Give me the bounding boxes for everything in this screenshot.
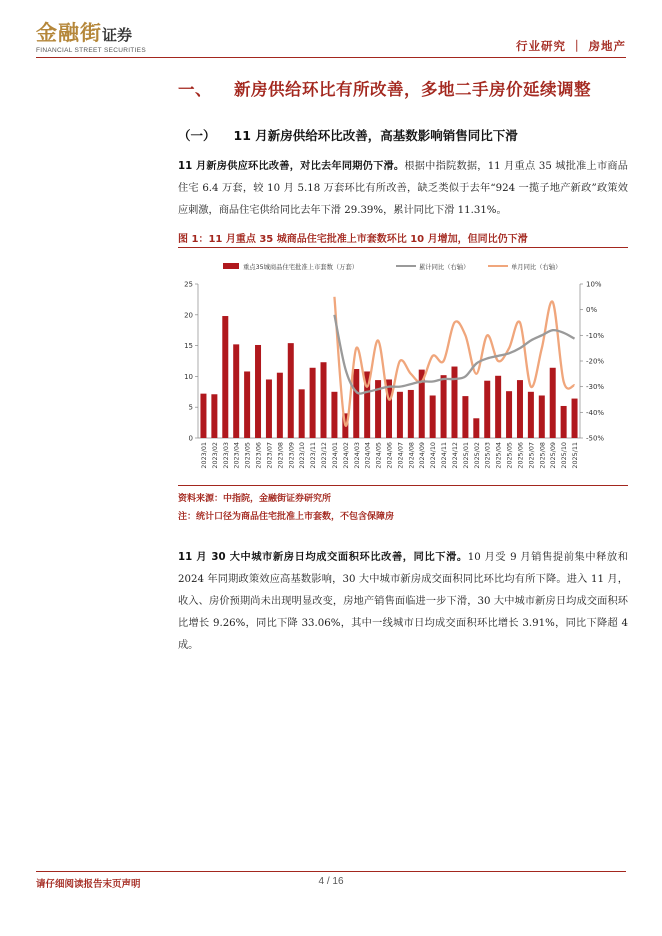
x-tick-label: 2025/05	[505, 442, 514, 469]
bar-supply-units	[462, 396, 468, 438]
x-tick-label: 2024/08	[407, 442, 416, 469]
x-tick-label: 2023/11	[309, 442, 318, 469]
bar-supply-units	[321, 362, 327, 438]
left-tick-label: 25	[184, 280, 193, 289]
figure-top-rule	[178, 247, 628, 248]
right-tick-label: -20%	[586, 357, 605, 366]
x-tick-label: 2025/07	[527, 442, 536, 469]
x-tick-label: 2025/02	[472, 442, 481, 469]
x-tick-label: 2023/09	[287, 442, 296, 469]
bar-supply-units	[397, 392, 403, 438]
bar-supply-units	[288, 343, 294, 438]
x-tick-label: 2025/08	[538, 442, 547, 469]
x-tick-label: 2025/01	[461, 442, 470, 469]
x-tick-label: 2024/06	[385, 442, 394, 469]
section-title: 新房供给环比有所改善，多地二手房价延续调整	[234, 80, 591, 99]
paragraph-supply	[178, 156, 628, 222]
paragraph-supply-lead: 11 月新房供应环比改善，对比去年同期仍下滑。	[178, 161, 405, 172]
subsection-title: 11 月新房供给环比改善，高基数影响销售同比下滑	[233, 128, 518, 143]
x-tick-label: 2024/09	[418, 442, 427, 469]
bar-supply-units	[539, 395, 545, 438]
bar-supply-units	[233, 344, 239, 438]
bar-supply-units	[441, 375, 447, 438]
bar-supply-units	[495, 376, 501, 438]
logo-cn: 金融街	[36, 20, 102, 45]
left-tick-label: 20	[184, 311, 193, 320]
x-tick-label: 2023/02	[210, 442, 219, 469]
company-logo	[36, 22, 146, 54]
left-tick-label: 5	[188, 403, 193, 412]
legend-label-cumulative: 累计同比（右轴）	[419, 264, 470, 271]
x-tick-label: 2024/07	[396, 442, 405, 469]
x-tick-label: 2023/10	[298, 442, 307, 469]
bar-supply-units	[484, 381, 490, 438]
x-tick-label: 2025/11	[571, 442, 580, 469]
logo-en: FINANCIAL STREET SECURITIES	[36, 47, 146, 54]
bar-supply-units	[550, 368, 556, 438]
x-tick-label: 2024/10	[429, 442, 438, 469]
bar-supply-units	[473, 418, 479, 438]
subsection-number: （一）	[178, 128, 216, 143]
right-tick-label: -40%	[586, 408, 605, 417]
logo-cn-sub: 证券	[102, 26, 133, 44]
bar-supply-units	[353, 369, 359, 438]
bar-supply-units	[528, 392, 534, 438]
x-tick-label: 2023/08	[276, 442, 285, 469]
left-tick-label: 0	[188, 434, 193, 443]
left-tick-label: 10	[184, 372, 193, 381]
right-tick-label: 10%	[586, 280, 602, 289]
bar-supply-units	[244, 371, 250, 438]
bar-supply-units	[299, 389, 305, 438]
figure-note: 注：统计口径为商品住宅批准上市套数，不包含保障房	[178, 512, 395, 522]
legend-label-monthly: 单月同比（右轴）	[511, 264, 562, 271]
bar-supply-units	[331, 392, 337, 438]
x-tick-label: 2025/04	[494, 442, 503, 469]
figure-bottom-rule	[178, 485, 628, 486]
bar-supply-units	[572, 399, 578, 438]
figure-title: 图 1：11 月重点 35 城商品住宅批准上市套数环比 10 月增加，但同比仍下滑	[178, 234, 528, 245]
x-tick-label: 2023/01	[199, 442, 208, 469]
bar-supply-units	[200, 394, 206, 438]
x-tick-label: 2023/07	[265, 442, 274, 469]
bar-supply-units	[310, 368, 316, 438]
footer-divider	[36, 871, 626, 872]
x-tick-label: 2024/02	[341, 442, 350, 469]
x-tick-label: 2023/05	[243, 442, 252, 469]
x-tick-label: 2025/06	[516, 442, 525, 469]
x-tick-label: 2024/05	[374, 442, 383, 469]
subsection-heading	[178, 126, 518, 144]
x-tick-label: 2023/03	[221, 442, 230, 469]
x-tick-label: 2024/03	[352, 442, 361, 469]
header-divider	[36, 57, 626, 58]
right-tick-label: -50%	[586, 434, 605, 443]
bar-supply-units	[211, 394, 217, 438]
legend-swatch-bars	[223, 263, 239, 269]
x-tick-label: 2024/01	[330, 442, 339, 469]
bar-supply-units	[451, 367, 457, 438]
bar-supply-units	[266, 379, 272, 438]
paragraph-sales	[178, 547, 628, 657]
x-tick-label: 2024/12	[450, 442, 459, 469]
bar-supply-units	[517, 380, 523, 438]
paragraph-sales-lead: 11 月 30 大中城市新房日均成交面积环比改善，同比下滑。	[178, 552, 468, 563]
bar-supply-units	[506, 391, 512, 438]
right-tick-label: -10%	[586, 331, 605, 340]
x-tick-label: 2023/12	[320, 442, 329, 469]
paragraph-supply-body: 根据中指院数据，11 月重点 35 城批准上市商品住宅 6.4 万套，较 10 月 5.18 万套环比有所改善，缺乏类似于去年“924 一揽子地产新政”政策效应刺激，商品住宅供给同比去年下滑 29.39%，累计同比下滑 11.31%。	[178, 161, 628, 216]
page-number: 4 / 16	[318, 876, 344, 887]
x-tick-label: 2023/06	[254, 442, 263, 469]
figure-source: 资料来源：中指院，金融街证券研究所	[178, 494, 332, 504]
section-heading	[178, 76, 591, 100]
bar-supply-units	[222, 316, 228, 438]
paragraph-sales-body: 10 月受 9 月销售提前集中释放和 2024 年同期政策效应高基数影响，30 大中城市新房成交面积同比环比均有所下降。进入 11 月，收入、房价预期尚未出现明显改变，房地产销售面临进一步下滑，30 大中城市新房日均成交面积环比增长 9.26%，同比下降 33.06%，其中一线城市日均成交面积环比增长 3.91%，同比下降超 4 成。	[178, 552, 628, 651]
x-tick-label: 2024/11	[440, 442, 449, 469]
footer-disclaimer: 请仔细阅读报告末页声明	[36, 879, 141, 890]
bar-supply-units	[561, 406, 567, 438]
bar-supply-units	[408, 390, 414, 438]
bar-supply-units	[430, 395, 436, 438]
legend-label-bars: 重点35城商品住宅批准上市套数（万套）	[243, 264, 359, 271]
supply-chart	[178, 252, 628, 484]
x-tick-label: 2023/04	[232, 442, 241, 469]
x-tick-label: 2024/04	[363, 442, 372, 469]
bar-supply-units	[277, 373, 283, 438]
right-tick-label: 0%	[586, 306, 598, 315]
x-tick-label: 2025/09	[549, 442, 558, 469]
x-tick-label: 2025/10	[560, 442, 569, 469]
right-tick-label: -30%	[586, 383, 605, 392]
x-tick-label: 2025/03	[483, 442, 492, 469]
section-number: 一、	[178, 80, 212, 99]
left-tick-label: 15	[184, 342, 193, 351]
report-category: 行业研究 ｜ 房地产	[515, 39, 626, 53]
bar-supply-units	[255, 345, 261, 438]
page-header	[0, 0, 662, 62]
